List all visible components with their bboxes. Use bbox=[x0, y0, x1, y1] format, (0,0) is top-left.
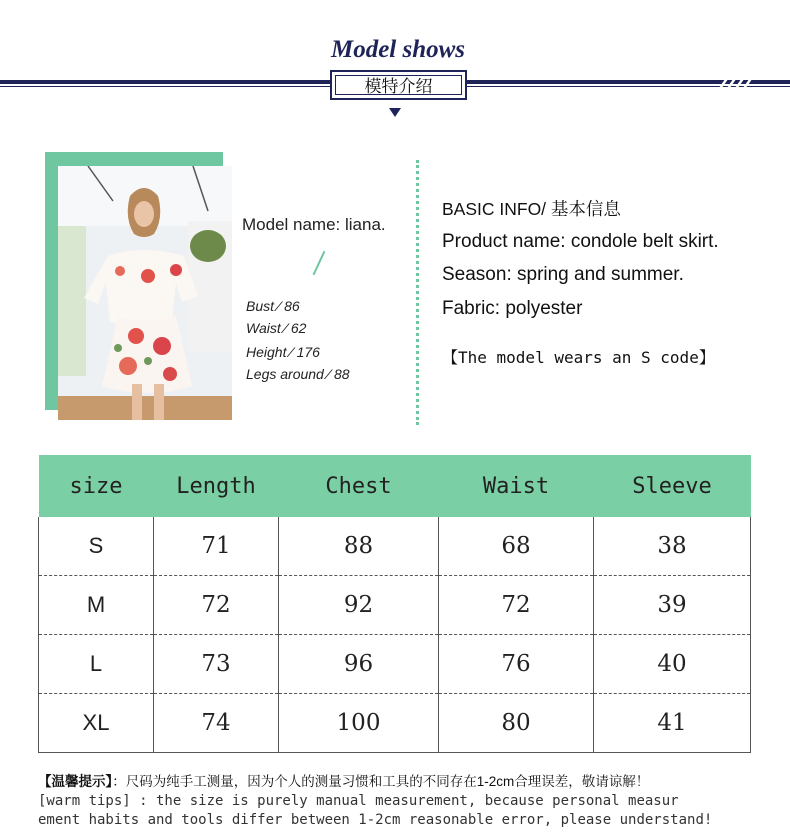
cell-length: 74 bbox=[154, 694, 279, 753]
cell-length: 73 bbox=[154, 635, 279, 694]
cell-waist: 76 bbox=[439, 635, 594, 694]
measurement-legs: Legs around ⁄ 88 bbox=[246, 366, 350, 382]
cell-waist: 68 bbox=[439, 517, 594, 576]
table-row bbox=[39, 576, 751, 635]
cell-sleeve: 38 bbox=[594, 517, 751, 576]
cell-size: S bbox=[39, 517, 154, 576]
decorative-stroke bbox=[313, 251, 326, 275]
table-row bbox=[39, 694, 751, 753]
column-header-waist: Waist bbox=[439, 455, 594, 517]
tips-chinese bbox=[38, 770, 649, 790]
tips-label: 【温馨提示】 bbox=[38, 774, 113, 789]
size-chart bbox=[38, 455, 750, 757]
product-name: Product name: condole belt skirt. bbox=[442, 231, 719, 252]
column-header-length: Length bbox=[154, 455, 279, 517]
cell-chest: 88 bbox=[279, 517, 439, 576]
measurement-height: Height ⁄ 176 bbox=[246, 344, 320, 360]
cell-size: M bbox=[39, 576, 154, 635]
divider-dotted bbox=[416, 160, 419, 425]
table-row bbox=[39, 635, 751, 694]
column-header-sleeve: Sleeve bbox=[594, 455, 751, 517]
section-subtitle-box bbox=[330, 70, 467, 100]
cell-chest: 96 bbox=[279, 635, 439, 694]
basic-info-heading: BASIC INFO/ 基本信息 bbox=[442, 199, 621, 219]
cell-sleeve: 39 bbox=[594, 576, 751, 635]
column-header-size: size bbox=[39, 455, 154, 517]
tips-text-cn: ：尺码为纯手工测量，因为个人的测量习惯和工具的不同存在1-2cm合理误差，敬请谅解！ bbox=[112, 774, 650, 789]
cell-waist: 80 bbox=[439, 694, 594, 753]
cell-sleeve: 41 bbox=[594, 694, 751, 753]
cell-chest: 100 bbox=[279, 694, 439, 753]
fabric: Fabric: polyester bbox=[442, 298, 583, 319]
tips-text-en-line2: ement habits and tools differ between 1-2cm reasonable error, please understand! bbox=[38, 812, 713, 828]
model-name: Model name: liana. bbox=[242, 215, 386, 234]
cell-length: 71 bbox=[154, 517, 279, 576]
season: Season: spring and summer. bbox=[442, 264, 684, 285]
header-rule-right-thin bbox=[467, 86, 790, 87]
cell-length: 72 bbox=[154, 576, 279, 635]
column-header-chest: Chest bbox=[279, 455, 439, 517]
model-photo bbox=[58, 166, 232, 420]
tips-text-en-line1: [warm tips] : the size is purely manual measurement, because personal measur bbox=[38, 793, 679, 809]
cell-size: L bbox=[39, 635, 154, 694]
section-subtitle: 模特介绍 bbox=[335, 75, 462, 95]
cell-waist: 72 bbox=[439, 576, 594, 635]
header-rule-left-thin bbox=[0, 86, 330, 87]
measurement-waist: Waist ⁄ 62 bbox=[246, 320, 307, 336]
cell-sleeve: 40 bbox=[594, 635, 751, 694]
measurement-bust: Bust ⁄ 86 bbox=[246, 298, 300, 314]
header-rule-left bbox=[0, 80, 330, 84]
cell-chest: 92 bbox=[279, 576, 439, 635]
tips-english bbox=[38, 792, 758, 830]
down-triangle-icon bbox=[389, 108, 401, 117]
table-row bbox=[39, 517, 751, 576]
section-title: Model shows bbox=[330, 36, 466, 63]
model-size-note: 【The model wears an S code】 bbox=[442, 348, 715, 367]
cell-size: XL bbox=[39, 694, 154, 753]
